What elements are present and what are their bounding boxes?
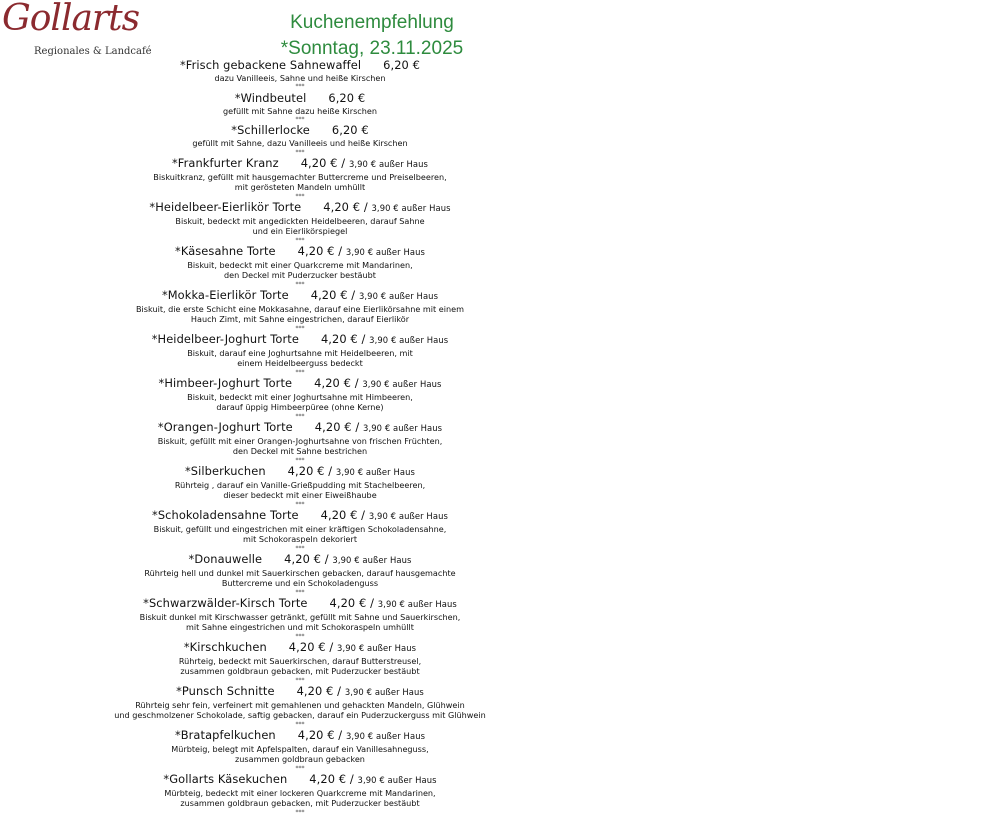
menu-item [40,596,560,640]
menu-item [40,464,560,508]
menu-item-separator: *** [295,324,305,332]
menu-item-description: den Deckel mit Puderzucker bestäubt [224,270,376,281]
menu-item-heading [40,596,560,612]
menu-item-heading [40,508,560,524]
menu-item-name: *Heidelbeer-Eierlikör Torte [149,199,302,214]
menu-item [40,244,560,288]
menu-item-name: *Gollarts Käsekuchen [163,772,288,787]
menu-item-name: *Schillerlocke [231,123,310,138]
menu-item-description: zusammen goldbraun gebacken, mit Puderzucker bestäubt [180,666,420,677]
menu-item-name: *Frankfurter Kranz [171,155,279,170]
logo-wordmark: Gollarts [2,0,140,39]
menu-item-description: und ein Eierlikörspiegel [252,226,348,237]
menu-item-takeaway-price: 3,90 € außer Haus [344,687,424,698]
menu-item-name: *Silberkuchen [185,463,266,478]
menu-item-name: *Orangen-Joghurt Torte [157,419,293,434]
menu-item-takeaway-price: 3,90 € außer Haus [348,158,429,169]
menu-item-takeaway-price: 3,90 € außer Haus [357,775,437,786]
menu-item-heading [40,332,560,348]
menu-item-takeaway-price: 3,90 € außer Haus [332,554,412,565]
menu-item-takeaway-price: 3,90 € außer Haus [358,290,439,301]
menu-item-heading [40,58,560,73]
menu-item-name: *Käsesahne Torte [175,243,276,258]
menu-item [40,200,560,244]
menu-item-description: Biskuit, darauf eine Joghurtsahne mit Heidelbeeren, mit [187,347,413,358]
menu-item-price: 6,20 € [331,123,369,138]
menu-item-heading [40,420,560,436]
menu-item-description: dieser bedeckt mit einer Eiweißhaube [223,490,377,501]
menu-item-price: 4,20 € / [323,199,368,214]
cake-menu-list [40,58,560,816]
menu-item-description: Biskuit, gefüllt mit einer Orangen-Joghurtsahne von frischen Früchten, [157,435,443,446]
menu-item-heading [40,376,560,392]
menu-item-description: Rührteig, bedeckt mit Sauerkirschen, darauf Butterstreusel, [178,656,422,666]
menu-item-price: 4,20 € / [309,772,354,787]
menu-item-takeaway-price: 3,90 € außer Haus [368,510,448,521]
menu-item-takeaway-price: 3,90 € außer Haus [377,598,457,609]
menu-item-heading [40,244,560,260]
menu-item-heading [40,728,560,744]
menu-item-heading [40,464,560,480]
menu-item-heading [40,552,560,568]
menu-item-description: Biskuit, die erste Schicht eine Mokkasahne, darauf eine Eierlikörsahne mit einem [135,303,464,314]
menu-item-separator: *** [295,368,305,376]
menu-item-name: *Heidelbeer-Joghurt Torte [151,331,299,346]
menu-item-name: *Mokka-Eierlikör Torte [161,287,289,302]
menu-item-price: 4,20 € / [288,640,334,654]
menu-item-name: *Windbeutel [234,90,307,105]
menu-item-name: *Punsch Schnitte [176,684,275,699]
menu-title: Kuchenempfehlung [290,12,454,33]
menu-item [40,91,560,124]
menu-item-separator: *** [295,764,305,772]
menu-item-description: gefüllt mit Sahne dazu heiße Kirschen [223,105,377,116]
menu-item-description: Biskuit, bedeckt mit einer Quarkcreme mit Mandarinen, [187,259,413,270]
menu-item [40,332,560,376]
menu-item-separator: *** [295,544,305,552]
logo-subtitle: Regionales & Landcafé [34,46,152,57]
menu-item [40,156,560,200]
menu-item [40,640,560,684]
menu-item-price: 4,20 € / [314,419,360,434]
menu-item-description: Biskuit, gefüllt und eingestrichen mit einer kräftigen Schokoladensahne, [153,523,447,534]
menu-item-name: *Schwarzwälder-Kirsch Torte [143,595,308,610]
menu-item [40,420,560,464]
menu-item-takeaway-price: 3,90 € außer Haus [337,643,417,653]
menu-item-takeaway-price: 3,90 € außer Haus [363,422,443,433]
menu-item-takeaway-price: 3,90 € außer Haus [345,731,426,742]
menu-item-description: darauf üppig Himbeerpüree (ohne Kerne) [216,402,384,413]
menu-item-separator: *** [295,148,305,156]
menu-item-description: gefüllt mit Sahne, dazu Vanilleeis und heiße Kirschen [192,138,408,149]
menu-item [40,58,560,91]
menu-item-separator: *** [295,116,305,124]
menu-item-price: 4,20 € / [296,684,342,699]
menu-item-takeaway-price: 3,90 € außer Haus [335,466,415,477]
menu-item-name: *Schokoladensahne Torte [152,507,299,522]
menu-item-price: 4,20 € / [314,375,359,390]
menu-item-separator: *** [295,500,305,508]
menu-item-takeaway-price: 3,90 € außer Haus [345,246,425,257]
menu-item-price: 6,20 € [383,58,420,72]
menu-item [40,684,560,728]
menu-item [40,288,560,332]
menu-item-separator: *** [295,280,305,288]
logo [2,0,152,62]
menu-item-separator: *** [295,412,305,420]
menu-item-description: Mürbteig, bedeckt mit einer lockeren Quarkcreme mit Mandarinen, [164,788,436,799]
menu-item-description: Biskuit, bedeckt mit angedickten Heidelbeeren, darauf Sahne [175,215,425,226]
menu-item [40,508,560,552]
menu-date: *Sonntag, 23.11.2025 [280,38,464,59]
menu-item-separator: *** [295,676,305,684]
menu-item-description: Rührteig sehr fein, verfeinert mit gemahlenen und gehackten Mandeln, Glühwein [135,700,465,711]
menu-item-takeaway-price: 3,90 € außer Haus [362,378,442,389]
menu-item-description: zusammen goldbraun gebacken [235,754,365,765]
menu-item-description: den Deckel mit Sahne bestrichen [232,446,368,457]
menu-item-separator: *** [295,192,305,200]
menu-item-description: mit Sahne eingestrichen und mit Schokoraspeln umhüllt [186,622,414,633]
menu-item-heading [40,772,560,788]
menu-item-heading [40,640,560,656]
menu-item-description: mit Schokoraspeln dekoriert [243,534,357,545]
menu-item-separator: *** [295,236,305,244]
menu-item-name: *Himbeer-Joghurt Torte [158,375,293,390]
menu-item [40,552,560,596]
menu-item-description: und geschmolzener Schokolade, saftig gebacken, darauf ein Puderzuckerguss mit Glühwein [114,710,486,721]
menu-item-name: *Kirschkuchen [183,640,267,654]
menu-item-description: dazu Vanilleeis, Sahne und heiße Kirschen [214,73,386,83]
menu-item-description: Biskuit, bedeckt mit einer Joghurtsahne mit Himbeeren, [187,391,413,402]
menu-item-heading [40,91,560,106]
menu-item-price: 4,20 € / [310,287,356,302]
menu-item-price: 4,20 € / [300,155,346,170]
menu-item [40,123,560,156]
menu-item-separator: *** [295,720,305,728]
menu-item-heading [40,684,560,700]
menu-item-description: Biskuitkranz, gefüllt mit hausgemachter Buttercreme und Preiselbeeren, [153,171,447,182]
menu-item-description: Rührteig hell und dunkel mit Sauerkirschen gebacken, darauf hausgemachte [144,567,456,578]
menu-item-separator: *** [295,588,305,596]
menu-item-price: 6,20 € [328,90,366,105]
menu-item-description: Mürbteig, belegt mit Apfelspalten, darauf ein Vanillesahneguss, [171,744,429,755]
menu-header [272,10,472,62]
menu-item-price: 4,20 € / [320,507,366,522]
menu-item-heading [40,123,560,138]
menu-item-price: 4,20 € / [320,331,366,346]
menu-item-price: 4,20 € / [287,463,333,478]
menu-item-separator: *** [295,456,305,464]
menu-item-takeaway-price: 3,90 € außer Haus [371,202,451,213]
menu-item-name: *Frisch gebackene Sahnewaffel [180,58,362,72]
menu-item-description: einem Heidelbeerguss bedeckt [237,358,363,369]
menu-item-name: *Donauwelle [188,551,263,566]
menu-item [40,772,560,816]
menu-item-name: *Bratapfelkuchen [174,728,276,743]
menu-item-heading [40,200,560,216]
menu-item-price: 4,20 € / [329,595,375,610]
menu-item-price: 4,20 € / [284,551,329,566]
menu-item-description: Hauch Zimt, mit Sahne eingestrichen, darauf Eierlikör [190,314,410,325]
menu-item-description: mit gerösteten Mandeln umhüllt [234,182,366,193]
menu-item-description: zusammen goldbraun gebacken, mit Puderzucker bestäubt [180,798,420,809]
menu-item-description: Biskuit dunkel mit Kirschwasser getränkt, gefüllt mit Sahne und Sauerkirschen, [139,611,461,622]
menu-item [40,376,560,420]
menu-item [40,728,560,772]
menu-item-heading [40,156,560,172]
menu-item-price: 4,20 € / [297,243,343,258]
menu-item-takeaway-price: 3,90 € außer Haus [369,334,449,345]
menu-item-separator: *** [295,632,305,640]
menu-item-separator: *** [295,83,305,91]
menu-item-description: Rührteig , darauf ein Vanille-Grießpudding mit Stachelbeeren, [174,479,426,490]
menu-item-description: Buttercreme und ein Schokoladenguss [221,578,379,589]
menu-item-separator: *** [295,808,305,816]
menu-item-price: 4,20 € / [297,728,343,743]
menu-item-heading [40,288,560,304]
